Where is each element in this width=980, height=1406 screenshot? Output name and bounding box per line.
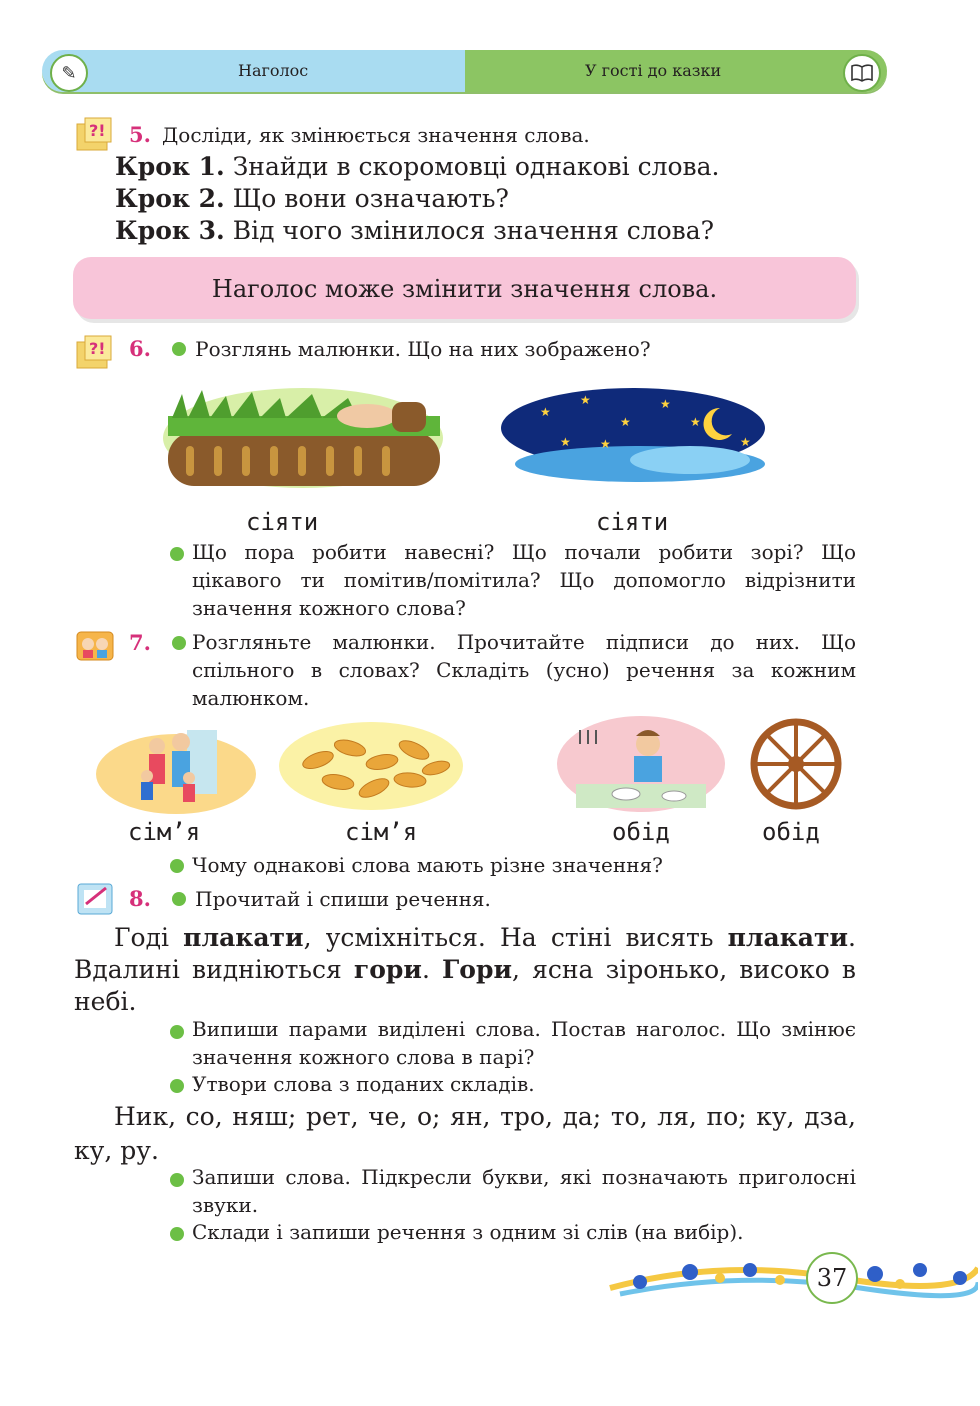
caption-obid-2 xyxy=(762,818,820,846)
task5-step-1 xyxy=(115,152,719,181)
page-number: 37 xyxy=(806,1252,858,1304)
passage-text: . Вдалині видніються xyxy=(74,923,856,984)
task8-row xyxy=(129,886,491,911)
research-task-icon xyxy=(75,116,115,152)
task5-row xyxy=(129,122,590,147)
task8-passage xyxy=(74,922,856,1018)
research-task-icon xyxy=(75,334,115,370)
writing-task-icon xyxy=(76,880,116,916)
caption-text: сім’я xyxy=(345,818,418,846)
bullet-dot xyxy=(170,1078,184,1097)
step-label: Крок 1. xyxy=(115,152,225,181)
bullet-dot xyxy=(172,342,186,356)
task6-row xyxy=(129,336,651,361)
svg-text:★: ★ xyxy=(580,393,591,407)
step-text: Від чого змінилося значення слова? xyxy=(232,216,715,245)
wheel-illustration xyxy=(750,718,842,810)
task8-text: Прочитай і спиши речення. xyxy=(195,887,491,911)
passage-text: . xyxy=(421,955,443,984)
book-icon xyxy=(843,54,881,92)
header-left xyxy=(42,50,465,92)
highlighted-word: гори xyxy=(353,955,422,984)
svg-text:?!: ?! xyxy=(89,339,106,358)
passage-text: Годі xyxy=(114,923,184,952)
task6-number: 6. xyxy=(129,336,151,361)
syllables-line: Ник, со, няш; рет, че, о; ян, тро, да; то, ля, по; ку, дза, ку, ру. xyxy=(74,1102,856,1165)
task5-text: Досліди, як змінюється значення слова. xyxy=(162,123,590,147)
bullet-dot xyxy=(170,858,184,877)
caption-text: сім’я xyxy=(128,818,201,846)
task8-bullet-3: Запиши слова. Підкресли букви, які позначають приголосні звуки. xyxy=(192,1165,856,1217)
rule-text: Наголос може змінити значення слова. xyxy=(211,275,718,303)
caption-text: сіяти xyxy=(596,508,669,536)
task5-step-2 xyxy=(115,184,509,213)
header-right-title: У гості до казки xyxy=(585,61,722,80)
caption-text: сіяти xyxy=(246,508,319,536)
task7-number-row xyxy=(129,630,186,655)
svg-text:★: ★ xyxy=(740,435,751,449)
bullet-dot xyxy=(170,1226,184,1245)
task7-bullet: Чому однакові слова мають різне значення? xyxy=(192,853,663,877)
passage-text: , усміхніться. На стіні висять xyxy=(303,923,728,952)
svg-text:★: ★ xyxy=(540,405,551,419)
caption-text: обід xyxy=(612,818,670,846)
seeds-illustration xyxy=(278,720,464,812)
bullet-dot xyxy=(170,1172,184,1191)
rule-box xyxy=(73,257,856,319)
caption-simya-2 xyxy=(345,818,417,846)
header-right xyxy=(465,50,887,92)
caption-siyaty-2 xyxy=(596,508,668,536)
task6-text: Розглянь малюнки. Що на них зображено? xyxy=(195,337,651,361)
caption-siyaty-1 xyxy=(246,508,318,536)
flowers-decoration xyxy=(600,1248,978,1306)
task7-text: Розгляньте малюнки. Прочитайте підписи до них. Що спільного в словах? Складіть (усно) речення за кожним малюнком. xyxy=(192,630,856,710)
svg-text:★: ★ xyxy=(690,415,701,429)
passage-text: , ясна зіронько, високо в небі. xyxy=(74,955,856,1016)
task8-number: 8. xyxy=(129,886,151,911)
highlighted-word: плакати xyxy=(727,923,849,952)
step-label: Крок 3. xyxy=(115,216,225,245)
caption-simya-1 xyxy=(128,818,200,846)
svg-text:?!: ?! xyxy=(89,121,106,140)
task5-number: 5. xyxy=(129,122,151,147)
bullet-dot xyxy=(172,636,186,650)
caption-text: обід xyxy=(762,818,820,846)
task8-bullet-2: Утвори слова з поданих складів. xyxy=(192,1072,535,1096)
family-illustration xyxy=(95,716,257,816)
lunch-illustration xyxy=(556,714,726,814)
svg-text:★: ★ xyxy=(660,397,671,411)
task6-bullet: Що пора робити навесні? Що почали робити зорі? Що цікавого ти помітив/помітила? Що допомогло відрізнити значення кожного слова? xyxy=(192,540,856,620)
svg-text:★: ★ xyxy=(560,435,571,449)
bullet-dot xyxy=(170,546,184,565)
step-label: Крок 2. xyxy=(115,184,225,213)
task8-bullet-4: Склади і запиши речення з одним зі слів (на вибір). xyxy=(192,1220,744,1244)
task7-number: 7. xyxy=(129,630,151,655)
header-left-title: Наголос xyxy=(238,61,309,80)
bullet-dot xyxy=(170,1024,184,1043)
svg-text:★: ★ xyxy=(620,415,631,429)
task8-bullet-1: Випиши парами виділені слова. Постав наголос. Що змінює значення кожного слова в парі? xyxy=(192,1017,856,1069)
step-text: Що вони означають? xyxy=(232,184,509,213)
bullet-dot xyxy=(172,892,186,906)
page-header xyxy=(42,50,887,92)
night-sky-illustration xyxy=(500,386,766,486)
step-text: Знайди в скоромовці однакові слова. xyxy=(232,152,720,181)
svg-text:★: ★ xyxy=(600,437,611,451)
group-work-icon xyxy=(75,626,115,662)
caption-obid-1 xyxy=(612,818,670,846)
task5-step-3 xyxy=(115,216,714,245)
sowing-illustration xyxy=(162,386,444,490)
pen-icon: ✎ xyxy=(50,54,88,92)
highlighted-word: плакати xyxy=(183,923,304,952)
highlighted-word: Гори xyxy=(442,955,513,984)
